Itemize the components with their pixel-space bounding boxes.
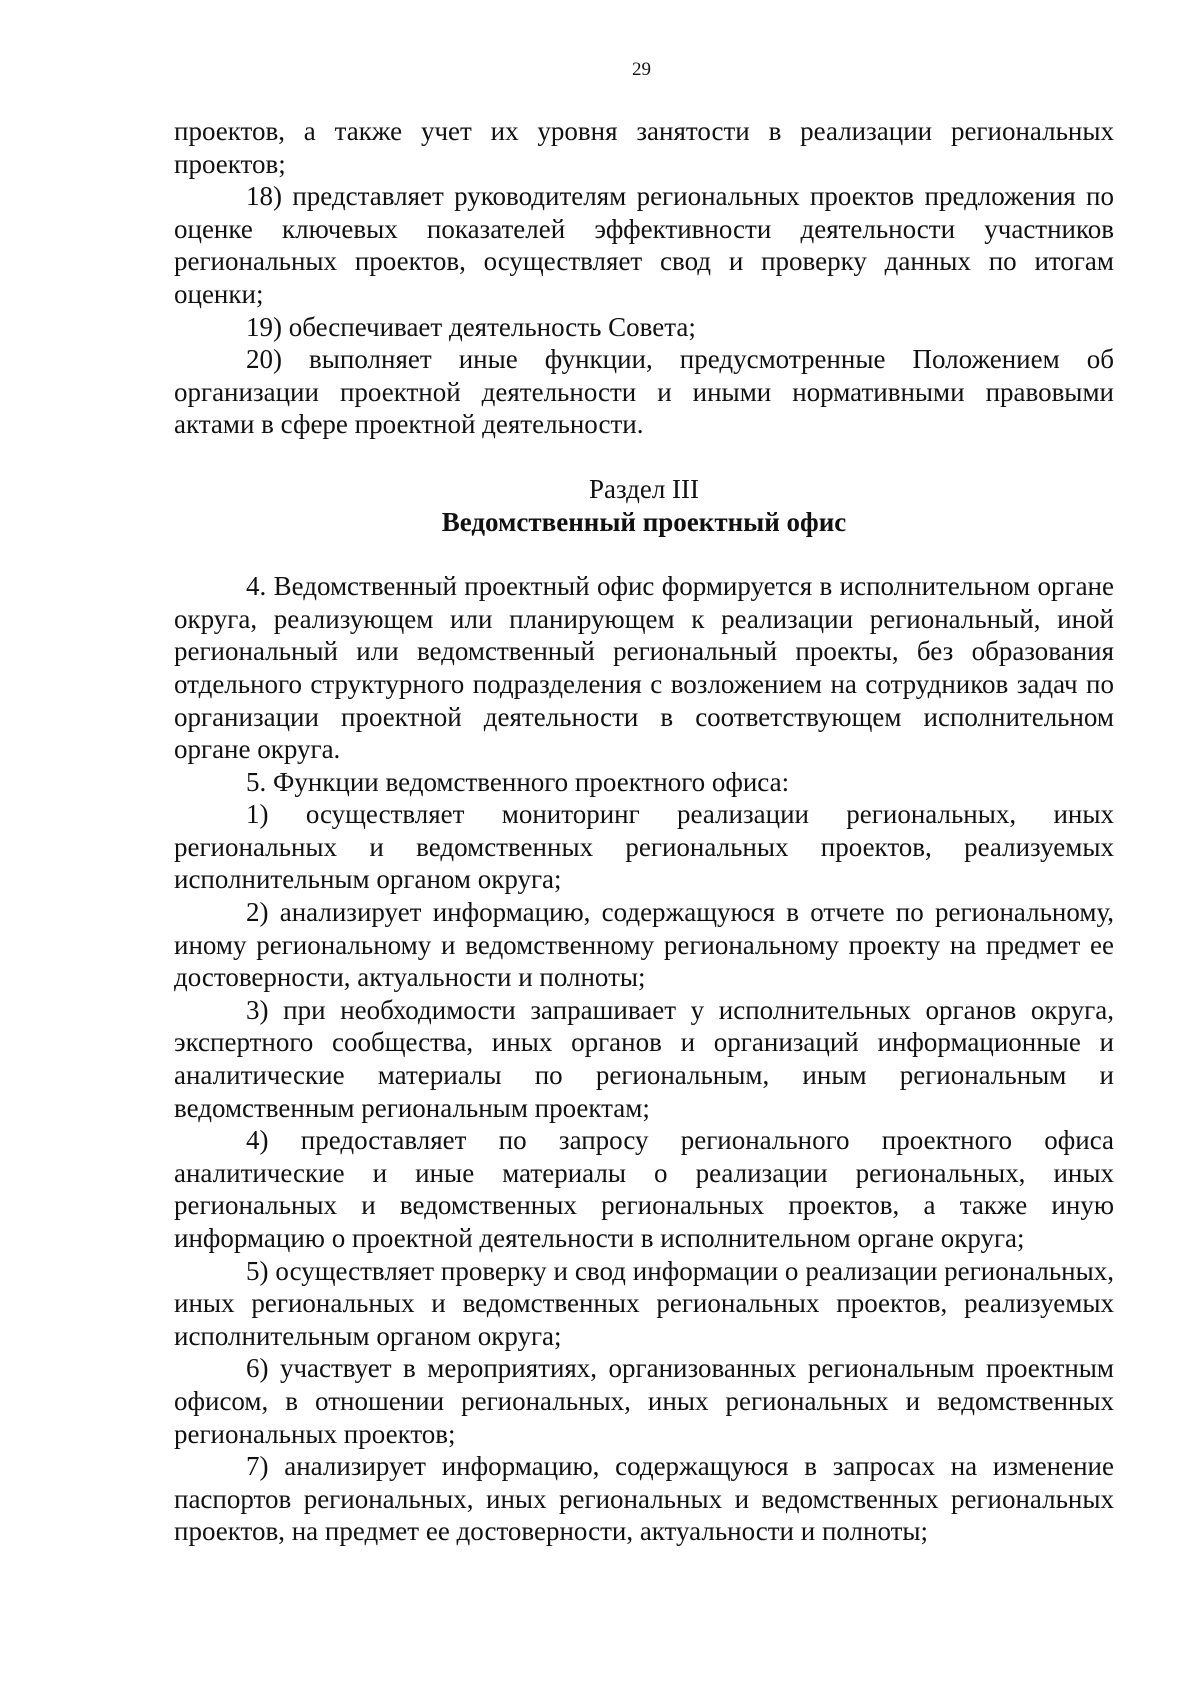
paragraph-function-6: 6) участвует в мероприятиях, организованных региональным проектным офисом, в отношении региональных, иных региональных и ведомственных региональных проектов; [174, 1353, 1114, 1449]
paragraph-function-7: 7) анализирует информацию, содержащуюся в запросах на изменение паспортов региональных, иных региональных и ведомственных региональных проектов, на предмет ее достоверности, актуальности и полноты; [174, 1451, 1114, 1547]
paragraph-function-5: 5) осуществляет проверку и свод информации о реализации региональных, иных региональных и ведомственных региональных проектов, реализуемых исполнительным органом округа; [174, 1255, 1114, 1351]
document-body [174, 115, 1114, 1548]
paragraph-continuation: проектов, а также учет их уровня занятости в реализации региональных проектов; [174, 116, 1114, 179]
paragraph-item-18: 18) представляет руководителям региональных проектов предложения по оценке ключевых показателей эффективности деятельности участников региональных проектов, осуществляет свод и проверку данных по итогам оценки; [174, 181, 1114, 309]
section-label: Раздел III [588, 473, 700, 504]
paragraph-function-2: 2) анализирует информацию, содержащуюся в отчете по региональному, иному региональному и ведомственному региональному проекту на предмет ее достоверности, актуальности и полноты; [174, 897, 1114, 993]
paragraph-item-19: 19) обеспечивает деятельность Совета; [246, 311, 696, 342]
page-number: 29 [632, 59, 651, 80]
paragraph-function-4: 4) предоставляет по запросу регионального проектного офиса аналитические и иные материалы о реализации региональных, иных региональных и ведомственных региональных проектов, а также иную информацию о проектной деятельности в исполнительном органе округа; [174, 1125, 1114, 1253]
paragraph-item-20: 20) выполняет иные функции, предусмотренные Положением об организации проектной деятельности и иными нормативными правовыми актами в сфере проектной деятельности. [174, 344, 1114, 440]
paragraph-clause-5: 5. Функции ведомственного проектного офиса: [246, 766, 790, 797]
paragraph-function-1: 1) осуществляет мониторинг реализации региональных, иных региональных и ведомственных региональных проектов, реализуемых исполнительным органом округа; [174, 799, 1114, 895]
paragraph-clause-4: 4. Ведомственный проектный офис формируется в исполнительном органе округа, реализующем или планирующем к реализации региональный, иной региональный или ведомственный региональный проекты, без образования отдельного структурного подразделения с возложением на сотрудников задач по организации проектной деятельности в соответствующем исполнительном органе округа. [174, 571, 1114, 765]
section-heading [174, 473, 1114, 538]
paragraph-function-3: 3) при необходимости запрашивает у исполнительных органов округа, экспертного сообщества, иных органов и организаций информационные и аналитические материалы по региональным, иным региональным и ведомственным региональным проектам; [174, 994, 1114, 1123]
section-title: Ведомственный проектный офис [441, 506, 847, 537]
